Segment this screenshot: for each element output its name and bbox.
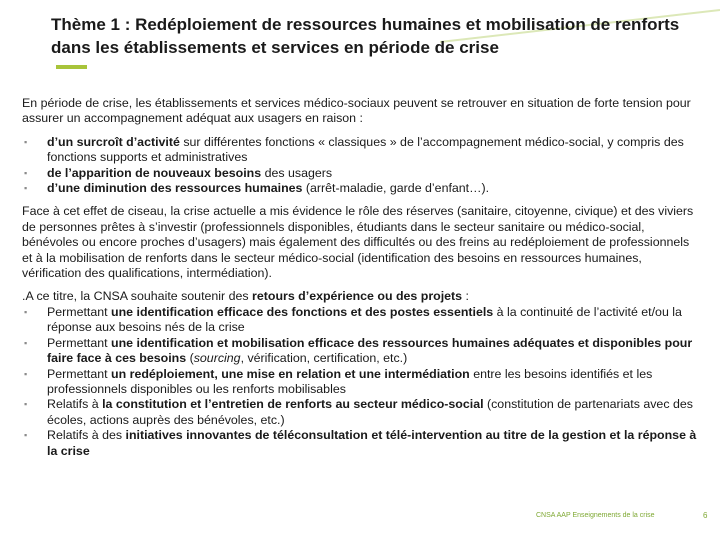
title-accent-bar xyxy=(56,65,87,69)
bullet-icon: ▪ xyxy=(24,136,28,147)
list-item: ▪ Relatifs à la constitution et l’entretien de renforts au secteur médico-social (constitution de partenariats avec des écoles, actions auprès des bénévoles, etc.) xyxy=(24,397,693,427)
list-item: ▪ Relatifs à des initiatives innovantes de téléconsultation et télé-intervention au titre de la gestion et la réponse à la crise xyxy=(24,428,697,458)
bullet-icon: ▪ xyxy=(24,183,28,194)
bullet-icon: ▪ xyxy=(24,430,28,441)
scissor-paragraph: Face à cet effet de ciseau, la crise actuelle a mis évidence le rôle des réserves (sanitaire, citoyenne, civique) et des viviers de personnes prêtes à s’investir (professionnels disponibles, étudiants dans le secteur sanitaire ou médico-social, bénévoles ou encore proches d’usagers) mais également des difficultés ou des freins au redéploiement de professionnels et à la mobilisation de renforts dans le secteur médico-social (identification des besoins en ressources humaines, vérification des qualifications, intermédiation). xyxy=(22,204,694,281)
intro-bullet-list xyxy=(22,135,702,197)
bullet-icon: ▪ xyxy=(24,399,28,410)
bullet-icon: ▪ xyxy=(24,167,28,178)
bullet-icon: ▪ xyxy=(24,368,28,379)
list-item: ▪ Permettant un redéploiement, une mise en relation et une intermédiation entre les besoins identifiés et les professionnels disponibles ou les renforts mobilisables xyxy=(24,366,653,396)
list-item: ▪ Permettant une identification efficace des fonctions et des postes essentiels à la continuité de l’activité et/ou la réponse aux besoins nés de la crise xyxy=(24,304,682,335)
list-item: ▪ Permettant une identification et mobilisation efficace des ressources humaines adéquates et disponibles pour faire face à ces besoins (sourcing, vérification, certification, etc.) xyxy=(24,335,693,366)
page-title: Thème 1 : Redéploiement de ressources humaines et mobilisation de renforts dans les établissements et services en période de crise xyxy=(51,15,680,57)
bullet-icon: ▪ xyxy=(24,306,28,317)
intro-paragraph: En période de crise, les établissements et services médico-sociaux peuvent se retrouver en situation de forte tension pour assurer un accompagnement adéquat aux usagers en raison : xyxy=(22,96,691,126)
cnsa-bullet-list xyxy=(22,305,702,459)
footer-text: CNSA AAP Enseignements de la crise xyxy=(536,512,655,519)
page-number: 6 xyxy=(703,511,708,520)
list-item: ▪ de l’apparition de nouveaux besoins des usagers xyxy=(24,165,333,180)
list-item: ▪ d’un surcroît d’activité sur différentes fonctions « classiques » de l’accompagnement médico-social, y compris des fonctions supports et administratives xyxy=(24,134,684,165)
bullet-icon: ▪ xyxy=(24,337,28,348)
cnsa-lead: .A ce titre, la CNSA souhaite soutenir des retours d’expérience ou des projets : xyxy=(22,289,469,304)
list-item: ▪ d’une diminution des ressources humaines (arrêt-maladie, garde d’enfant…). xyxy=(24,181,490,196)
slide-body xyxy=(22,96,702,467)
